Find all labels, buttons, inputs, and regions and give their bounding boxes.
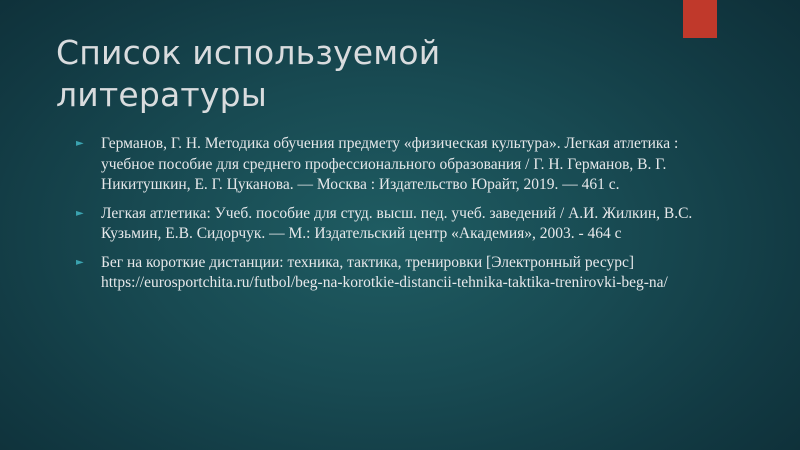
accent-bar <box>683 0 717 38</box>
reference-item <box>76 204 696 245</box>
reference-item <box>76 253 696 294</box>
triangle-right-icon: ► <box>76 256 84 268</box>
slide-title: Список используемой литературы <box>56 33 441 114</box>
reference-item <box>76 134 696 196</box>
triangle-right-icon: ► <box>76 207 84 219</box>
reference-text: Легкая атлетика: Учеб. пособие для студ. высш. пед. учеб. заведений / А.И. Жилкин, В.С. Кузьмин, Е.В. Сидорчук. — М.: Издательский центр «Академия», 2003. - 464 с <box>101 204 693 242</box>
triangle-right-icon: ► <box>76 138 84 149</box>
reference-text: Германов, Г. Н. Методика обучения предмету «физическая культура». Легкая атлетика : учебное пособие для среднего профессионального образования / Г. Н. Германов, В. Г. Никитушкин, Е. Г. Цуканова. — Москва : Издательство Юрайт, 2019. — 461 с. <box>101 135 679 193</box>
reference-text: Бег на короткие дистанции: техника, тактика, тренировки [Электронный ресурс] https://eurosportchita.ru/futbol/beg-na-korotkie-distancii-tehnika-taktika-trenirovki-beg-na/ <box>101 253 668 291</box>
reference-list <box>76 134 696 302</box>
